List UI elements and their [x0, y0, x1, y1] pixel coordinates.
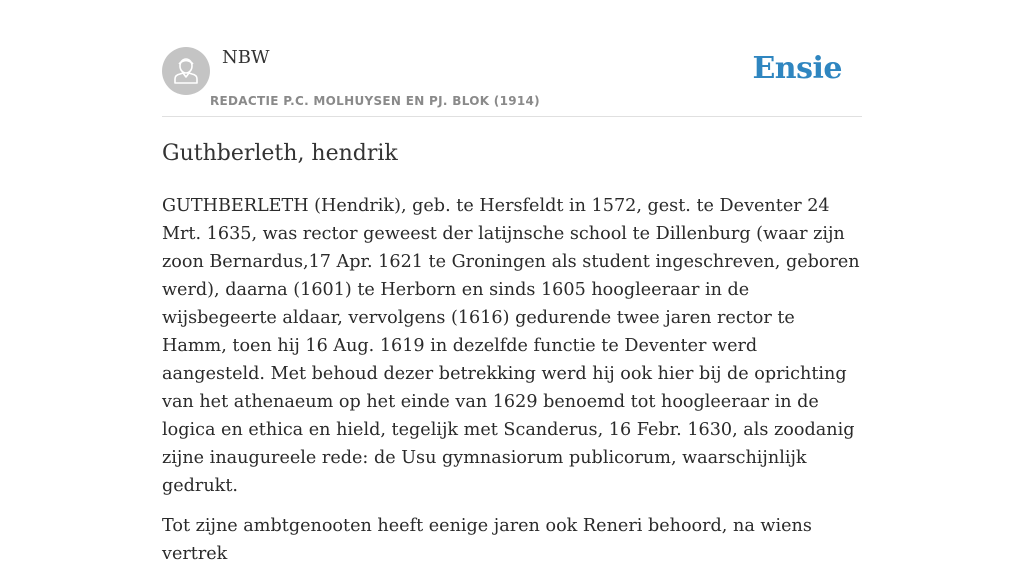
article-body — [162, 192, 862, 580]
source-subtitle: REDACTIE P.C. MOLHUYSEN EN PJ. BLOK (1914) — [210, 94, 540, 108]
user-avatar-icon[interactable] — [162, 47, 210, 95]
article-paragraph: GUTHBERLETH (Hendrik), geb. te Hersfeldt in 1572, gest. te Deventer 24 Mrt. 1635, was rector geweest der latijnsche school te Dillenburg (waar zijn zoon Bernardus,17 Apr. 1621 te Groningen als student ingeschreven, geboren werd), daarna (1601) te Herborn en sinds 1605 hoogleeraar in de wijsbegeerte aldaar, vervolgens (1616) gedurende twee jaren rector te Hamm, toen hij 16 Aug. 1619 in dezelfde functie te Deventer werd aangesteld. Met behoud dezer betrekking werd hij ook hier bij de oprichting van het athenaeum op het einde van 1629 benoemd tot hoogleeraar in de logica en ethica en hield, tegelijk met Scanderus, 16 Febr. 1630, als zoodanig zijne inaugureele rede: de Usu gymnasiorum publicorum, waarschijnlijk gedrukt. — [162, 196, 860, 496]
page-title: Guthberleth, hendrik — [162, 141, 398, 166]
source-header — [162, 0, 862, 117]
article-paragraph: Tot zijne ambtgenooten heeft eenige jaren ook Reneri behoord, na wiens vertrek — [162, 516, 812, 564]
brand-logo[interactable]: Ensie — [752, 51, 842, 86]
source-name[interactable]: NBW — [222, 47, 270, 68]
